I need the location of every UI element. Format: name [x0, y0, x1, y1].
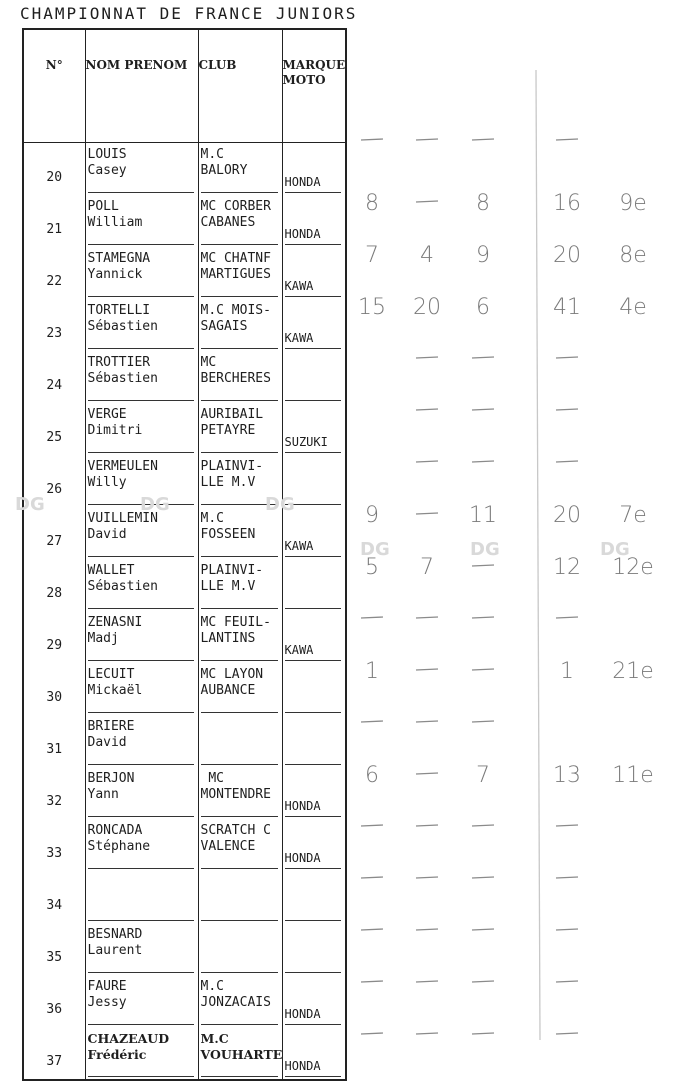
pen-divider-line: [536, 70, 540, 1040]
rider-name: LECUIT Mickaël: [87, 667, 143, 698]
dash-mark: [556, 877, 578, 878]
rider-name: LOUIS Casey: [87, 147, 127, 178]
score-total: 20: [553, 503, 581, 528]
dash-mark: [556, 409, 578, 410]
rider-marque: KAWA: [284, 539, 314, 553]
header-marque-line2: MOTO: [282, 73, 326, 87]
dash-mark: [361, 1033, 383, 1034]
rider-name: RONCADA Stéphane: [87, 823, 151, 854]
dash-mark: [472, 565, 494, 566]
dash-mark: [472, 721, 494, 722]
score-place: 21e: [612, 659, 654, 684]
rider-marque: HONDA: [284, 175, 321, 189]
rider-club: PLAINVI- LLE M.V: [200, 563, 264, 594]
watermark-text: DG: [140, 494, 170, 515]
score-total: 12: [553, 555, 581, 580]
dash-mark: [556, 929, 578, 930]
rider-number: 33: [46, 846, 63, 861]
rider-name: BESNARD Laurent: [87, 927, 143, 958]
dash-mark: [416, 929, 438, 930]
rider-club: M.C VOUHARTE: [200, 1031, 283, 1062]
score-place: 4e: [619, 295, 647, 320]
rider-name: CHAZEAUD Frédéric: [87, 1031, 170, 1062]
rider-club: MC CORBER CABANES: [200, 199, 271, 230]
score-m1: 1: [365, 659, 379, 684]
score-m1: 15: [358, 295, 386, 320]
score-total: 16: [553, 191, 581, 216]
dash-mark: [472, 669, 494, 670]
dash-mark: [472, 139, 494, 140]
rider-name: STAMEGNA Yannick: [87, 251, 151, 282]
score-m2: 7: [420, 555, 434, 580]
score-place: 7e: [619, 503, 647, 528]
rider-club: MC CHATNF MARTIGUES: [200, 251, 271, 282]
rider-name: TORTELLI Sébastien: [87, 303, 158, 334]
score-m3: 6: [476, 295, 490, 320]
score-total: 41: [553, 295, 581, 320]
dash-mark: [472, 461, 494, 462]
score-m1: 8: [365, 191, 379, 216]
rider-number: 29: [46, 638, 63, 653]
watermark-text: DG: [265, 494, 295, 515]
rider-club: MC LAYON AUBANCE: [200, 667, 264, 698]
dash-mark: [416, 825, 438, 826]
dash-mark: [556, 461, 578, 462]
dash-mark: [416, 721, 438, 722]
rider-club: MC MONTENDRE: [200, 771, 271, 802]
score-m1: 7: [365, 243, 379, 268]
dash-mark: [556, 981, 578, 982]
dash-mark: [472, 981, 494, 982]
dash-mark: [472, 617, 494, 618]
dash-mark: [361, 617, 383, 618]
rider-number: 35: [46, 950, 63, 965]
score-total: 20: [553, 243, 581, 268]
dash-mark: [416, 357, 438, 358]
rider-number: 24: [46, 378, 63, 393]
rider-number: 37: [46, 1054, 63, 1069]
dash-mark: [472, 1033, 494, 1034]
rider-number: 34: [46, 898, 63, 913]
dash-mark: [361, 877, 383, 878]
rider-club: M.C FOSSEEN: [200, 511, 256, 542]
dash-mark: [556, 617, 578, 618]
watermark-text: DG: [360, 539, 390, 560]
dash-mark: [361, 981, 383, 982]
dash-mark: [416, 617, 438, 618]
dash-mark: [416, 773, 438, 774]
rider-number: 27: [46, 534, 63, 549]
rider-marque: HONDA: [284, 1059, 321, 1073]
dash-mark: [416, 409, 438, 410]
dash-mark: [416, 669, 438, 670]
rider-club: M.C MOIS- SAGAIS: [200, 303, 271, 334]
dash-mark: [556, 139, 578, 140]
score-m3: 11: [469, 503, 497, 528]
header-club: CLUB: [198, 29, 282, 143]
rider-number: 23: [46, 326, 63, 341]
dash-mark: [361, 139, 383, 140]
rider-number: 21: [46, 222, 63, 237]
dash-mark: [416, 513, 438, 514]
dash-mark: [416, 1033, 438, 1034]
rider-number: 20: [46, 170, 63, 185]
rider-number: 25: [46, 430, 63, 445]
rider-marque: KAWA: [284, 279, 314, 293]
rider-name: WALLET Sébastien: [87, 563, 158, 594]
dash-mark: [556, 357, 578, 358]
rider-marque: HONDA: [284, 227, 321, 241]
rider-name: BRIERE David: [87, 719, 135, 750]
rider-club: AURIBAIL PETAYRE: [200, 407, 264, 438]
page-title: CHAMPIONNAT DE FRANCE JUNIORS: [20, 4, 358, 23]
rider-marque: HONDA: [284, 851, 321, 865]
watermark-text: DG: [470, 539, 500, 560]
rider-name: BERJON Yann: [87, 771, 135, 802]
rider-name: VERGE Dimitri: [87, 407, 143, 438]
dash-mark: [416, 461, 438, 462]
score-m2: 4: [420, 243, 434, 268]
dash-mark: [416, 877, 438, 878]
dash-mark: [416, 139, 438, 140]
watermark-text: DG: [15, 494, 45, 515]
dash-mark: [556, 825, 578, 826]
rider-club: MC FEUIL- LANTINS: [200, 615, 271, 646]
underline: [88, 1076, 194, 1077]
rider-name: POLL William: [87, 199, 143, 230]
dash-mark: [361, 721, 383, 722]
score-place: 11e: [612, 763, 654, 788]
dash-mark: [472, 877, 494, 878]
score-place: 8e: [619, 243, 647, 268]
rider-marque: HONDA: [284, 1007, 321, 1021]
rider-name: VERMEULEN Willy: [87, 459, 158, 490]
dash-mark: [472, 409, 494, 410]
dash-mark: [472, 825, 494, 826]
rider-number: 30: [46, 690, 63, 705]
dash-mark: [416, 981, 438, 982]
score-total: 13: [553, 763, 581, 788]
rider-club: PLAINVI- LLE M.V: [200, 459, 264, 490]
rider-number: 32: [46, 794, 63, 809]
score-m3: 9: [476, 243, 490, 268]
header-number: N°: [23, 29, 85, 143]
rider-club: MC BERCHERES: [200, 355, 271, 386]
underline: [285, 1076, 342, 1077]
rider-number: 22: [46, 274, 63, 289]
rider-club: M.C JONZACAIS: [200, 979, 271, 1010]
watermark-text: DG: [600, 539, 630, 560]
rider-name: ZENASNI Madj: [87, 615, 143, 646]
rider-marque: KAWA: [284, 643, 314, 657]
rider-marque: HONDA: [284, 799, 321, 813]
header-name: NOM PRENOM: [85, 29, 198, 143]
rider-number: 26: [46, 482, 63, 497]
dash-mark: [472, 357, 494, 358]
dash-mark: [361, 825, 383, 826]
score-total: 1: [560, 659, 574, 684]
score-m2: 20: [413, 295, 441, 320]
rider-marque: SUZUKI: [284, 435, 328, 449]
dash-mark: [416, 201, 438, 202]
rider-club: M.C BALORY: [200, 147, 248, 178]
score-place: 12e: [612, 555, 654, 580]
score-m3: 8: [476, 191, 490, 216]
header-marque-line1: MARQUE: [282, 58, 346, 72]
dash-mark: [361, 929, 383, 930]
score-place: 9e: [619, 191, 647, 216]
rider-name: TROTTIER Sébastien: [87, 355, 158, 386]
score-m1: 6: [365, 763, 379, 788]
rider-number: 28: [46, 586, 63, 601]
score-m3: 7: [476, 763, 490, 788]
rider-name: FAURE Jessy: [87, 979, 127, 1010]
score-m1: 9: [365, 503, 379, 528]
rider-marque: KAWA: [284, 331, 314, 345]
rider-number: 31: [46, 742, 63, 757]
underline: [201, 1076, 278, 1077]
rider-name: VUILLEMIN David: [87, 511, 158, 542]
dash-mark: [556, 1033, 578, 1034]
rider-club: SCRATCH C VALENCE: [200, 823, 271, 854]
dash-mark: [472, 929, 494, 930]
score-m1: 5: [365, 555, 379, 580]
rider-number: 36: [46, 1002, 63, 1017]
